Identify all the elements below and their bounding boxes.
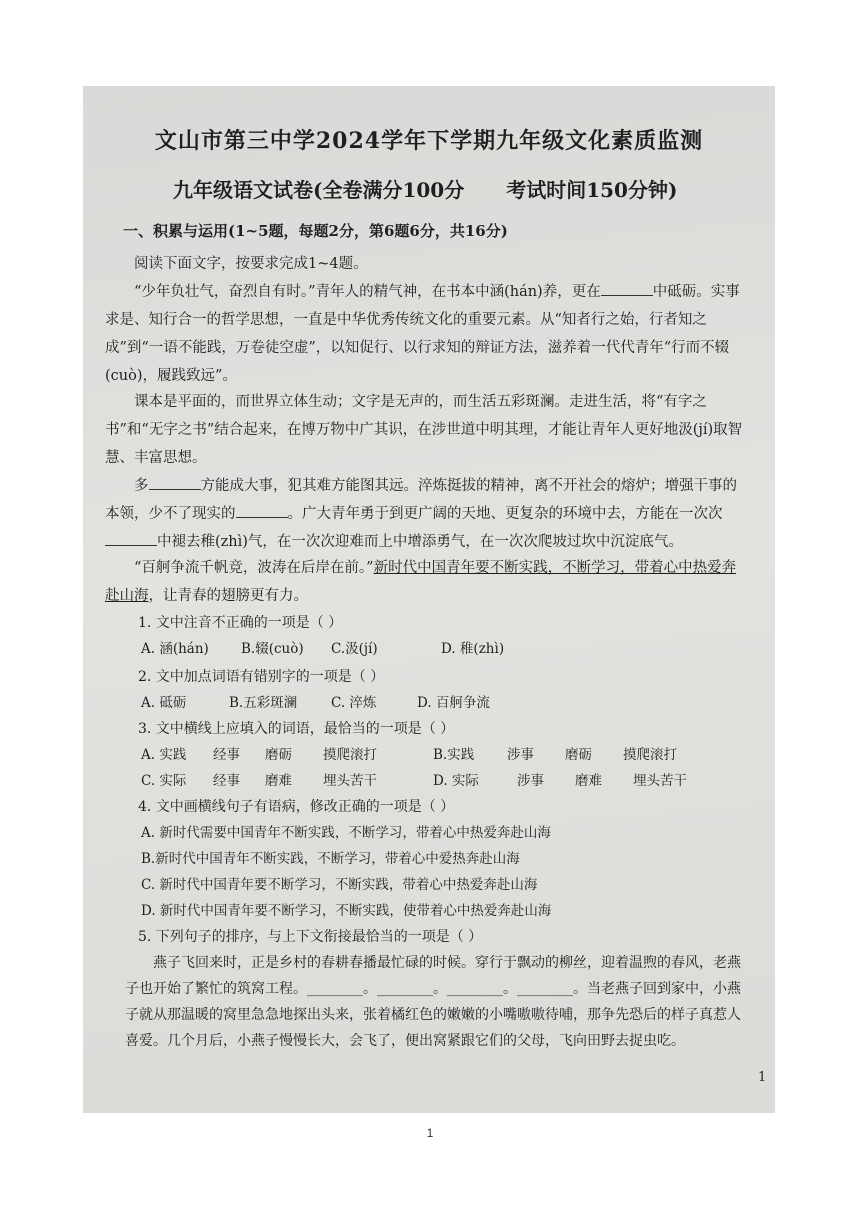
q2-option-a: A. 砥砺 — [141, 695, 187, 711]
page-number: 1 — [426, 1126, 434, 1140]
q1-option-a: A. 涵(hán) — [141, 641, 209, 657]
blank-1 — [601, 281, 653, 296]
question-2-options — [141, 690, 490, 716]
q4-option-a: A. 新时代需要中国青年不断实践，不断学习，带着心中热爱奔赴山海 — [141, 825, 551, 841]
photo-page-number: 1 — [758, 1070, 767, 1085]
passage-paragraph-4: “百舸争流千帆竞，波涛在后岸在前。”新时代中国青年要不断实践，不断学习，带着心中热爱奔赴山海，让青春的翅膀更有力。 — [105, 560, 737, 604]
q4-option-d: D. 新时代中国青年要不断学习，不断实践，使带着心中热爱奔赴山海 — [141, 903, 552, 919]
q4-option-b: B.新时代中国青年不断实践，不断学习，带着心中爱热奔赴山海 — [141, 851, 520, 867]
exam-title: 文山市第三中学2024学年下学期九年级文化素质监测 — [154, 128, 704, 154]
passage-paragraph-3: 多 方能成大事，犯其难方能图其远。淬炼挺拔的精神，离不开社会的熔炉；增强干事的本领，少不了现实的 。广大青年勇于到更广阔的天地、更复杂的环境中去，方能在一次次中褪去稚(zhì)气，在一次次迎难而上中增添勇气，在一次次爬坡过坎中沉淀底气。 — [105, 472, 745, 556]
q1-option-d: D. 稚(zhì) — [441, 641, 505, 657]
subtitle-right: 考试时间150分钟) — [506, 178, 678, 202]
question-5-blanks: ________。________。________。________。 — [307, 981, 587, 997]
q1-option-c: C.汲(jí) — [331, 641, 378, 657]
q2-option-c: C. 淬炼 — [331, 695, 377, 711]
q1-option-b: B.辍(cuò) — [241, 641, 304, 657]
reading-instruction: 阅读下面文字，按要求完成1~4题。 — [134, 256, 368, 272]
question-3-options-row-2: C. 实际 经事 磨难 埋头苦干 D. 实际 涉事 磨难 埋头苦干 — [141, 773, 687, 789]
scanned-exam-photo — [83, 86, 775, 1113]
q2-option-b: B.五彩斑澜 — [229, 695, 298, 711]
question-1-options — [141, 636, 504, 662]
blank-3 — [236, 503, 288, 518]
question-5-passage: 燕子飞回来时，正是乡村的春耕春播最忙碌的时候。穿行于飘动的柳丝，迎着温煦的春风，老燕子也开始了繁忙的筑窝工程。________。________。________。________。当老燕子回到家中，小燕子就从那温暖的窝里急急地探出头来，张着橘红色的嫩嫩的小嘴嗷嗷待哺，那争先恐后的样子真惹人喜爱。几个月后，小燕子慢慢长大，会飞了，便出窝紧跟它们的父母，飞向田野去捉虫吃。 — [125, 955, 741, 1049]
blank-4 — [105, 531, 157, 546]
passage-paragraph-1: “少年负壮气，奋烈自有时。”青年人的精气神，在书本中涵(hán)养，更在 中砥砺。实事求是、知行合一的哲学思想，一直是中华优秀传统文化的重要元素。从“知者行之始，行者知之成”到“一语不能践，万卷徒空虚”，以知促行、以行求知的辩证方法，滋养着一代代青年“行而不辍(cuò)，履践致远”。 — [105, 278, 745, 390]
question-1: 1. 文中注音不正确的一项是（ ） — [138, 615, 343, 631]
subtitle-left: 九年级语文试卷(全卷满分100分 — [173, 178, 465, 202]
section-heading: 一、积累与运用(1~5题，每题2分，第6题6分，共16分) — [123, 222, 508, 240]
question-3: 3. 文中横线上应填入的词语，最恰当的一项是（ ） — [138, 721, 455, 737]
question-4: 4. 文中画横线句子有语病，修改正确的一项是（ ） — [138, 799, 455, 815]
question-3-options-row-1: A. 实践 经事 磨砺 摸爬滚打 B.实践 涉事 磨砺 摸爬滚打 — [141, 747, 677, 763]
blank-2 — [149, 475, 201, 490]
q2-option-d: D. 百舸争流 — [417, 695, 490, 711]
question-2: 2. 文中加点词语有错别字的一项是（ ） — [138, 669, 385, 685]
exam-subtitle — [173, 174, 677, 203]
question-5: 5. 下列句子的排序，与上下文衔接最恰当的一项是（ ） — [138, 929, 483, 945]
q4-option-c: C. 新时代中国青年要不断学习，不断实践，带着心中热爱奔赴山海 — [141, 877, 538, 893]
underlined-sentence: 新时代中国青年要不断实践，不断学习，带着心中热爱奔赴山海 — [105, 560, 737, 604]
passage-paragraph-2: 课本是平面的，而世界立体生动；文字是无声的，而生活五彩斑澜。走进生活，将“有字之书”和“无字之书”结合起来，在博万物中广其识，在涉世道中明其理，才能让青年人更好地汲(jí)取智慧、丰富思想。 — [105, 394, 743, 466]
